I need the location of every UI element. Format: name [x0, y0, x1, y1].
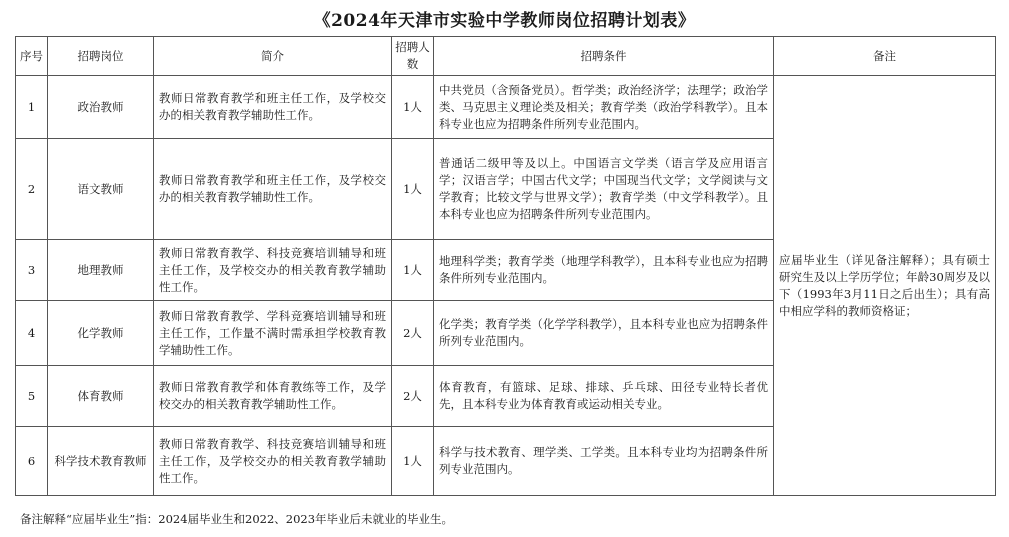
row-position: 体育教师 [48, 366, 154, 427]
header-position: 招聘岗位 [48, 37, 154, 76]
table-row [16, 76, 996, 139]
row-count: 1人 [392, 240, 434, 301]
row-requirements: 体育教育，有篮球、足球、排球、乒乓球、田径专业特长者优先，且本科专业为体育教育或运动相关专业。 [434, 366, 774, 427]
footnote: 备注解释“应届毕业生”指：2024届毕业生和2022、2023年毕业后未就业的毕业生。 [20, 512, 454, 526]
header-index: 序号 [16, 37, 48, 76]
row-index: 6 [16, 427, 48, 496]
row-index: 2 [16, 139, 48, 240]
row-intro: 教师日常教育教学和班主任工作，及学校交办的相关教育教学辅助性工作。 [154, 76, 392, 139]
header-intro: 简介 [154, 37, 392, 76]
row-intro: 教师日常教育教学和体育教练等工作，及学校交办的相关教育教学辅助性工作。 [154, 366, 392, 427]
remark-cell: 应届毕业生（详见备注解释）；具有硕士研究生及以上学历学位；年龄30周岁及以下（1993年3月11日之后出生）；具有高中相应学科的教师资格证； [774, 76, 996, 496]
header-remark: 备注 [774, 37, 996, 76]
row-index: 1 [16, 76, 48, 139]
row-count: 1人 [392, 139, 434, 240]
row-requirements: 地理科学类；教育学类（地理学科教学），且本科专业也应为招聘条件所列专业范围内。 [434, 240, 774, 301]
row-requirements: 化学类；教育学类（化学学科教学），且本科专业也应为招聘条件所列专业范围内。 [434, 301, 774, 366]
row-intro: 教师日常教育教学和班主任工作，及学校交办的相关教育教学辅助性工作。 [154, 139, 392, 240]
row-position: 语文教师 [48, 139, 154, 240]
table-header-row [16, 37, 996, 76]
row-count: 2人 [392, 366, 434, 427]
row-position: 科学技术教育教师 [48, 427, 154, 496]
recruitment-plan-table [15, 36, 996, 496]
row-intro: 教师日常教育教学、科技竞赛培训辅导和班主任工作，及学校交办的相关教育教学辅助性工作。 [154, 240, 392, 301]
row-count: 1人 [392, 427, 434, 496]
header-count: 招聘人数 [392, 37, 434, 76]
row-count: 2人 [392, 301, 434, 366]
row-count: 1人 [392, 76, 434, 139]
row-position: 政治教师 [48, 76, 154, 139]
page-title: 《2024年天津市实验中学教师岗位招聘计划表》 [313, 11, 696, 31]
row-intro: 教师日常教育教学、科技竞赛培训辅导和班主任工作，及学校交办的相关教育教学辅助性工作。 [154, 427, 392, 496]
row-intro: 教师日常教育教学、学科竞赛培训辅导和班主任工作，工作量不满时需承担学校教育教学辅助性工作。 [154, 301, 392, 366]
row-position: 地理教师 [48, 240, 154, 301]
header-requirements: 招聘条件 [434, 37, 774, 76]
row-requirements: 普通话二级甲等及以上。中国语言文学类（语言学及应用语言学；汉语言学；中国古代文学；中国现当代文学；文学阅读与文学教育；比较文学与世界文学）；教育学类（中文学科教学）。且本科专业也应为招聘条件所列专业范围内。 [434, 139, 774, 240]
row-index: 3 [16, 240, 48, 301]
row-index: 4 [16, 301, 48, 366]
row-position: 化学教师 [48, 301, 154, 366]
row-requirements: 科学与技术教育、理学类、工学类。且本科专业均为招聘条件所列专业范围内。 [434, 427, 774, 496]
row-requirements: 中共党员（含预备党员）。哲学类；政治经济学；法理学；政治学类、马克思主义理论类及相关；教育学类（政治学科教学）。且本科专业也应为招聘条件所列专业范围内。 [434, 76, 774, 139]
row-index: 5 [16, 366, 48, 427]
